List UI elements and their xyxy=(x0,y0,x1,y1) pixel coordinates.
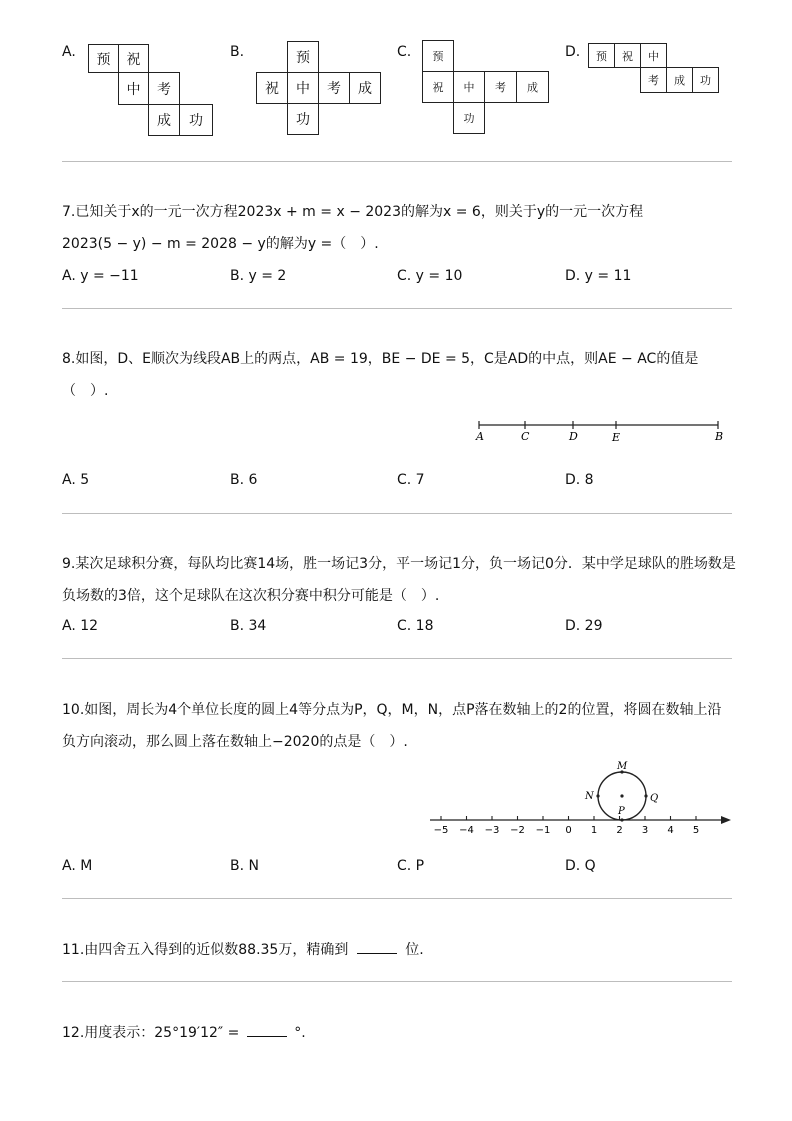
net-cell: 考 xyxy=(484,71,517,103)
point-label-a: A xyxy=(476,430,484,443)
net-cell: 考 xyxy=(148,72,180,105)
net-cell: 考 xyxy=(640,67,667,93)
q11-text-before: 11.由四舍五入得到的近似数88.35万，精确到 xyxy=(62,942,349,958)
net-cell: 考 xyxy=(318,72,350,104)
option-letter: B. xyxy=(230,44,245,60)
q10-stem-line1: 10.如图，周长为4个单位长度的圆上4等分点为P，Q，M，N，点P落在数轴上的2的位置，将圆在数轴上沿 xyxy=(62,702,722,718)
axis-tick-label: 5 xyxy=(692,825,700,836)
q9-stem-line2: 负场数的3倍，这个足球队在这次积分赛中积分可能是（ ）. xyxy=(62,588,440,604)
q11-text-after: 位. xyxy=(405,942,424,958)
axis-tick-label: −1 xyxy=(535,825,551,836)
q7-option-b[interactable]: B. y = 2 xyxy=(230,268,287,284)
q8-option-c[interactable]: C. 7 xyxy=(397,472,425,488)
q10-option-d[interactable]: D. Q xyxy=(565,858,596,874)
net-cell: 功 xyxy=(453,102,485,134)
q9-option-c[interactable]: C. 18 xyxy=(397,618,434,634)
q10-stem-line2: 负方向滚动，那么圆上落在数轴上−2020的点是（ ）. xyxy=(62,734,408,750)
net-cell: 预 xyxy=(422,40,454,72)
q7-option-c[interactable]: C. y = 10 xyxy=(397,268,463,284)
net-cell: 成 xyxy=(666,67,693,93)
circle-label-q: Q xyxy=(650,793,659,804)
q8-option-a[interactable]: A. 5 xyxy=(62,472,90,488)
net-cell: 功 xyxy=(179,104,213,136)
net-cell: 中 xyxy=(640,43,667,68)
divider xyxy=(62,513,732,514)
tick-group xyxy=(434,816,700,836)
divider xyxy=(62,981,732,982)
axis-tick-label: −5 xyxy=(433,825,449,836)
point-n-dot xyxy=(596,794,599,797)
net-cell: 成 xyxy=(516,71,549,103)
axis-tick-label: 4 xyxy=(667,825,674,836)
divider xyxy=(62,658,732,659)
divider xyxy=(62,308,732,309)
point-label-b: B xyxy=(715,430,724,443)
option-letter: D. xyxy=(565,44,581,60)
circle-label-n: N xyxy=(585,791,594,802)
net-cell: 预 xyxy=(588,43,615,68)
point-p-dot xyxy=(620,818,623,821)
net-cell: 祝 xyxy=(422,71,454,103)
point-label-d: D xyxy=(569,430,578,443)
axis-tick-label: 3 xyxy=(641,825,649,836)
net-cell: 预 xyxy=(88,44,119,73)
net-cell: 祝 xyxy=(614,43,641,68)
circle-label-m: M xyxy=(617,761,628,772)
q9-stem-line1: 9.某次足球积分赛，每队均比赛14场，胜一场记3分，平一场记1分，负一场记0分．某中学足球队的胜场数是 xyxy=(62,556,736,572)
q8-stem-line1: 8.如图，D、E顺次为线段AB上的两点，AB = 19，BE − DE = 5，C是AD的中点，则AE − AC的值是 xyxy=(62,351,699,367)
q12-stem xyxy=(62,1023,306,1043)
axis-tick-label: 0 xyxy=(565,825,572,836)
net-cell: 功 xyxy=(692,67,719,93)
divider xyxy=(62,898,732,899)
q7-stem-line2: 2023(5 − y) − m = 2028 − y的解为y =（ ）. xyxy=(62,236,379,252)
q8-stem-line2: （ ）. xyxy=(62,383,109,399)
point-label-e: E xyxy=(612,431,621,444)
net-cell: 祝 xyxy=(118,44,149,73)
q8-option-b[interactable]: B. 6 xyxy=(230,472,258,488)
net-cell: 成 xyxy=(148,104,180,136)
net-cell: 功 xyxy=(287,103,319,135)
q10-option-b[interactable]: B. N xyxy=(230,858,259,874)
option-letter: A. xyxy=(62,44,76,60)
q9-option-b[interactable]: B. 34 xyxy=(230,618,267,634)
number-line-diagram xyxy=(425,758,737,840)
net-cell: 成 xyxy=(349,72,381,104)
segment-diagram xyxy=(470,415,730,447)
axis-tick-label: 1 xyxy=(590,825,598,836)
point-q-dot xyxy=(644,794,647,797)
net-cell: 预 xyxy=(287,41,319,73)
q10-option-a[interactable]: A. M xyxy=(62,858,93,874)
net-cell: 中 xyxy=(453,71,485,103)
q7-stem-line1: 7.已知关于x的一元一次方程2023x + m = x − 2023的解为x = 6，则关于y的一元一次方程 xyxy=(62,204,644,220)
q11-stem xyxy=(62,940,424,960)
net-cell: 中 xyxy=(287,72,319,104)
q8-option-d[interactable]: D. 8 xyxy=(565,472,594,488)
circle-center-dot xyxy=(620,794,623,797)
divider xyxy=(62,161,732,162)
axis-tick-label: −4 xyxy=(459,825,474,836)
q12-text-before: 12.用度表示：25°19′12″ = xyxy=(62,1025,240,1041)
q7-option-d[interactable]: D. y = 11 xyxy=(565,268,632,284)
q12-answer-blank[interactable] xyxy=(247,1024,287,1037)
axis-arrowhead xyxy=(721,816,731,824)
axis-tick-label: 2 xyxy=(616,825,623,836)
axis-tick-label: −3 xyxy=(484,825,500,836)
point-label-c: C xyxy=(521,430,530,443)
circle-label-p: P xyxy=(618,806,625,817)
q9-option-a[interactable]: A. 12 xyxy=(62,618,99,634)
net-cell: 祝 xyxy=(256,72,288,104)
q12-text-after: °. xyxy=(294,1025,306,1041)
q9-option-d[interactable]: D. 29 xyxy=(565,618,603,634)
q11-answer-blank[interactable] xyxy=(357,941,397,954)
net-cell: 中 xyxy=(118,72,149,105)
option-letter: C. xyxy=(397,44,412,60)
axis-tick-label: −2 xyxy=(510,825,525,836)
q7-option-a[interactable]: A. y = −11 xyxy=(62,268,139,284)
q10-option-c[interactable]: C. P xyxy=(397,858,425,874)
